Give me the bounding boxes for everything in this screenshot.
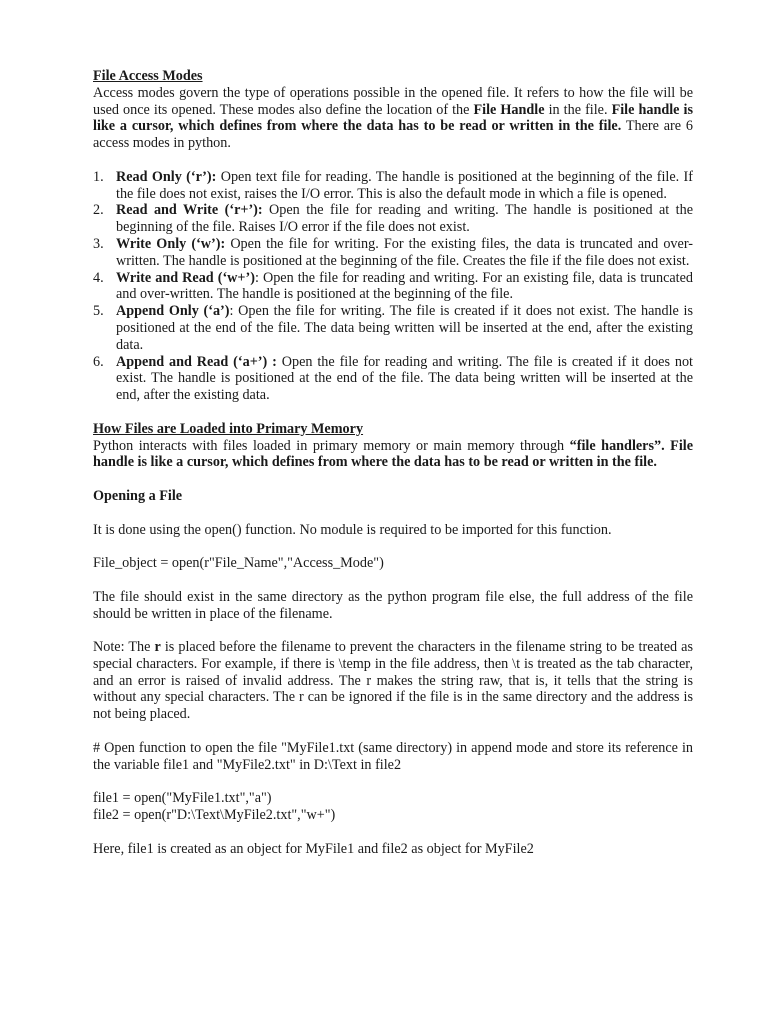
mode-title: Append Only (‘a’) [116, 303, 230, 320]
open-function-paragraph: It is done using the open() function. No module is required to be imported for this function. [93, 521, 612, 538]
code-line-file1: file1 = open("MyFile1.txt","a") [93, 790, 272, 807]
intro-text-1: Access modes govern the type of operations possible in the opened file. It refers to how the file will be used once its opened. These modes also define the location of the [93, 84, 693, 118]
syntax-line: File_object = open(r"File_Name","Access_Mode") [93, 555, 384, 572]
document-page [93, 68, 693, 857]
section-heading-primary-memory: How Files are Loaded into Primary Memory [93, 420, 364, 437]
list-item [93, 354, 693, 404]
mode-title: Read Only (‘r’): [116, 168, 217, 185]
spacer [93, 572, 693, 589]
primary-memory-paragraph [93, 438, 693, 472]
primary-memory-text: Python interacts with files loaded in primary memory or main memory through [93, 437, 570, 454]
spacer [93, 505, 693, 522]
closing-paragraph: Here, file1 is created as an object for MyFile1 and file2 as object for MyFile2 [93, 840, 534, 857]
list-item [93, 303, 693, 353]
mode-text: Open the file for writing. For the existing files, the data is truncated and over-written. The handle is positioned at the beginning of the file. Creates the file if the file does not exist. [116, 235, 693, 269]
mode-title: Read and Write (‘r+’): [116, 202, 263, 219]
spacer [93, 723, 693, 740]
list-number: 1. [93, 168, 104, 185]
list-number: 4. [93, 269, 104, 286]
directory-paragraph: The file should exist in the same directory as the python program file else, the full address of the file should be written in place of the filename. [93, 588, 693, 622]
note-paragraph [93, 639, 693, 723]
intro-text-2: in the file. [544, 101, 612, 118]
list-item [93, 169, 693, 203]
code-comment-paragraph: # Open function to open the file "MyFile1.txt (same directory) in append mode and store its reference in the variable file1 and "MyFile2.txt" in D:\Text in file2 [93, 739, 693, 773]
section-heading-file-access-modes: File Access Modes [93, 68, 203, 84]
mode-text: : Open the file for reading and writing. For an existing file, data is truncated and over-written. The handle is positioned at the beginning of the file. [116, 269, 693, 303]
list-item [93, 236, 693, 270]
spacer [93, 152, 693, 169]
note-text-2: is placed before the filename to prevent the characters in the filename string to be treated as special characters. For example, if there is \temp in the file address, then \t is treated as the tab character, and an error is raised of invalid address. The r makes the string raw, that is, it tells that the string is without any special characters. The r can be ignored if the file is in the same directory and the address is not being placed. [93, 639, 693, 723]
mode-text: Open the file for reading and writing. The file is created if it does not exist. The handle is positioned at the end of the file. The data being written will be inserted at the end, after the existing data. [116, 353, 694, 404]
intro-bold-2: File handle is like a cursor, which defines from where the data has to be read or written in the file. [93, 101, 693, 135]
spacer [93, 404, 693, 421]
spacer [93, 471, 693, 488]
mode-text: Open the file for reading and writing. The handle is positioned at the beginning of the file. Raises I/O error if the file does not exist. [116, 202, 693, 236]
list-item [93, 202, 693, 236]
note-bold-r: r [154, 639, 161, 656]
list-number: 5. [93, 303, 104, 320]
spacer [93, 824, 693, 841]
section-heading-opening-a-file: Opening a File [93, 487, 183, 504]
spacer [93, 773, 693, 790]
primary-memory-bold: “file handlers”. File handle is like a cursor, which defines from where the data has to be read or written in the file. [93, 437, 693, 471]
intro-bold-1: File Handle [473, 101, 545, 118]
intro-paragraph [93, 85, 693, 152]
mode-text: : Open the file for writing. The file is created if it does not exist. The handle is positioned at the end of the file. The data being written will be inserted at the end, after the existing data. [116, 303, 693, 353]
access-modes-list [93, 169, 693, 404]
spacer [93, 622, 693, 639]
intro-text-3: There are 6 access modes in python. [93, 118, 693, 152]
list-item [93, 270, 693, 304]
mode-text: Open text file for reading. The handle is positioned at the beginning of the file. If the file does not exist, raises the I/O error. This is also the default mode in which a file is opened. [116, 168, 693, 202]
list-number: 3. [93, 235, 104, 252]
mode-title: Append and Read (‘a+’) : [116, 353, 277, 370]
list-number: 6. [93, 353, 104, 370]
mode-title: Write Only (‘w’): [116, 235, 226, 252]
mode-title: Write and Read (‘w+’) [116, 269, 255, 286]
spacer [93, 538, 693, 555]
code-line-file2: file2 = open(r"D:\Text\MyFile2.txt","w+") [93, 807, 336, 824]
note-text-1: Note: The [93, 639, 155, 656]
list-number: 2. [93, 202, 104, 219]
